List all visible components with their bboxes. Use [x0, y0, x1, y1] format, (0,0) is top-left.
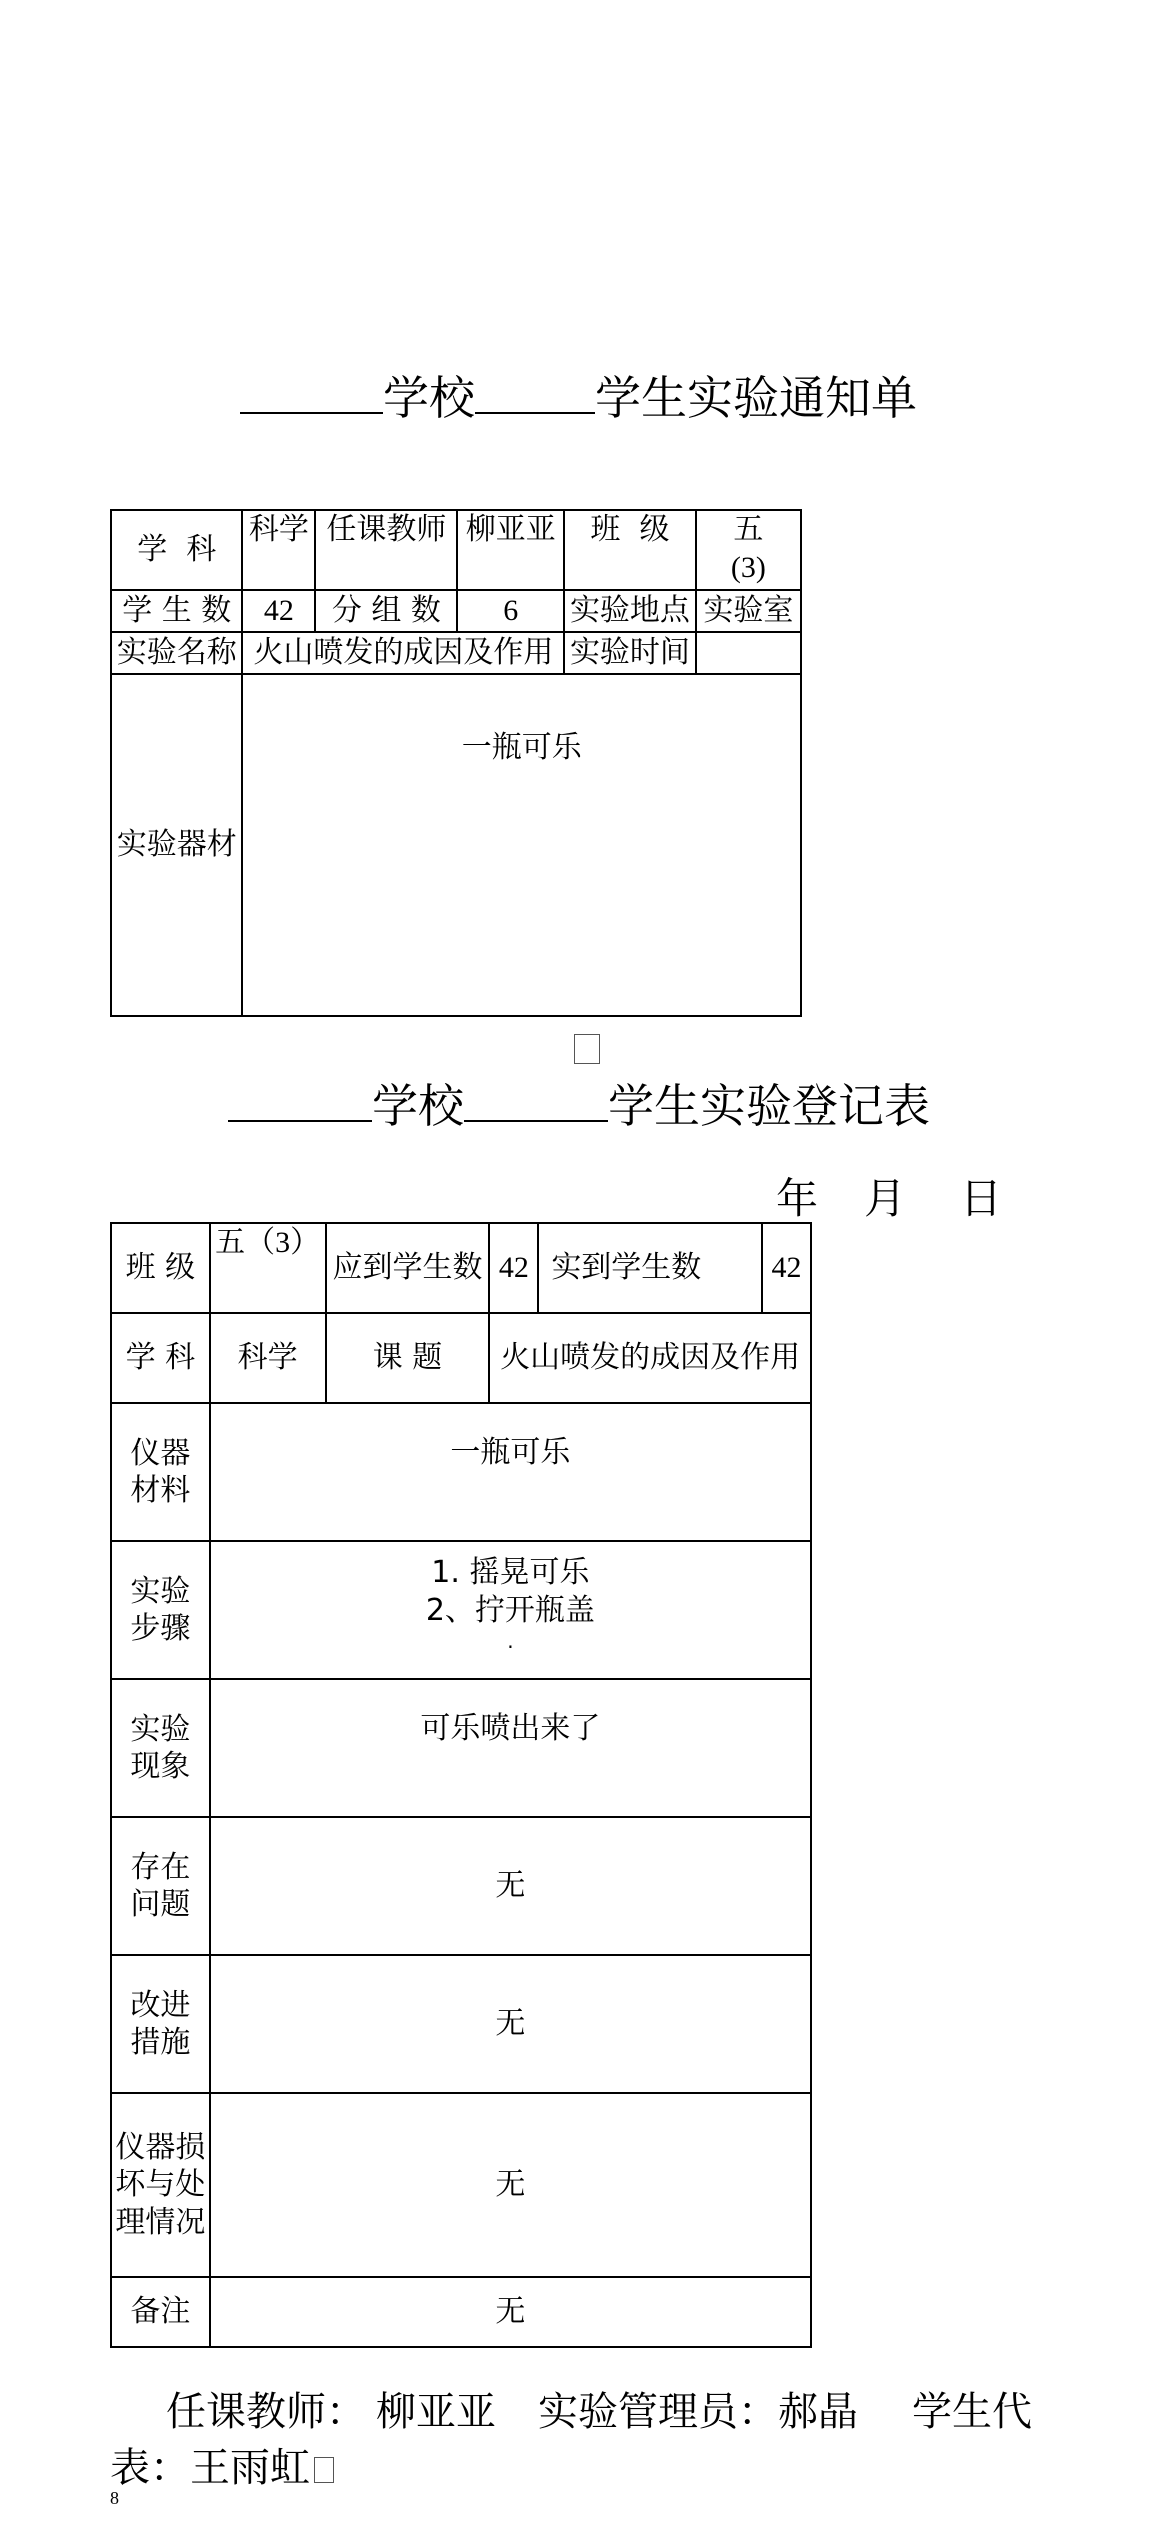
damage-label-1: 仪器损: [115, 2129, 206, 2165]
steps-label-1: 实验: [130, 1573, 191, 1609]
date-day: 日: [960, 1174, 1003, 1223]
school-blank: [240, 411, 383, 414]
materials-value: [210, 1403, 811, 1541]
reg-subject-label: 学 科: [111, 1313, 210, 1403]
problems-label-2: 问题: [130, 1887, 191, 1922]
equipment-value: [242, 674, 801, 1016]
page-number: 8: [110, 2488, 119, 2508]
class-value-line1: 五: [733, 512, 764, 547]
grade-blank-2: [464, 1119, 608, 1122]
step-2: 2、拧开瓶盖: [425, 1592, 595, 1628]
register-title-main: 学生实验登记表: [608, 1079, 930, 1133]
improve-label-2: 措施: [130, 2025, 191, 2060]
equipment-text: 一瓶可乐: [461, 730, 582, 765]
students-label: 学 生 数: [111, 590, 242, 632]
topic-value: 火山喷发的成因及作用: [489, 1313, 811, 1403]
sig-student-label-2: 表：: [110, 2445, 190, 2491]
date-year: 年: [776, 1174, 819, 1223]
step-3: .: [507, 1629, 514, 1653]
date-month: 月: [864, 1174, 907, 1223]
groups-label: 分 组 数: [315, 590, 457, 632]
sig-teacher-label: 任课教师：: [166, 2389, 366, 2435]
register-date: [776, 1166, 1002, 1226]
exp-name-label: 实验名称: [111, 632, 242, 674]
improve-label: [111, 1955, 210, 2093]
students-value: 42: [242, 590, 315, 632]
exp-name-value: 火山喷发的成因及作用: [242, 632, 564, 674]
step-1: 1. 摇晃可乐: [431, 1555, 590, 1590]
materials-label-1: 仪器: [130, 1435, 191, 1471]
location-label: 实验地点: [564, 590, 695, 632]
phenomenon-label: [111, 1679, 210, 1817]
register-title: [228, 1070, 930, 1136]
steps-label: [111, 1541, 210, 1679]
expected-value: 42: [489, 1223, 538, 1313]
improve-label-1: 改进: [130, 1987, 191, 2023]
notice-table: [110, 509, 802, 1017]
sig-teacher: 柳亚亚: [376, 2389, 496, 2435]
school-blank-2: [228, 1119, 372, 1122]
sig-admin: 郝晶: [778, 2389, 858, 2435]
topic-label: 课 题: [326, 1313, 490, 1403]
phenomenon-text: 可乐喷出来了: [420, 1711, 601, 1746]
remarks-label: 备注: [111, 2277, 210, 2347]
subject-value: 科学: [242, 510, 315, 590]
steps-label-2: 步骤: [130, 1611, 191, 1646]
materials-label: [111, 1403, 210, 1541]
signature-line-2: [110, 2436, 334, 2493]
problems-label-1: 存在: [130, 1849, 191, 1885]
damage-label-3: 理情况: [115, 2204, 206, 2240]
notice-title-main: 学生实验通知单: [595, 371, 917, 425]
notice-title: [240, 362, 917, 428]
phenomenon-label-2: 现象: [130, 1749, 191, 1784]
exp-time-value: [696, 632, 801, 674]
reg-subject-value: 科学: [210, 1313, 326, 1403]
problems-label: [111, 1817, 210, 1955]
reg-class-label: 班 级: [111, 1223, 210, 1313]
phenomenon-value: [210, 1679, 811, 1817]
problems-value: 无: [210, 1817, 811, 1955]
placeholder-box-icon: [574, 1034, 600, 1064]
steps-value: [210, 1541, 811, 1679]
notice-title-school: 学校: [383, 371, 475, 425]
phenomenon-label-1: 实验: [130, 1711, 191, 1747]
location-value: 实验室: [696, 590, 801, 632]
actual-label: 实到学生数: [538, 1223, 762, 1313]
expected-label: 应到学生数: [326, 1223, 490, 1313]
sig-student: 王雨虹: [190, 2445, 310, 2491]
teacher-label: 任课教师: [315, 510, 457, 590]
class-value-line2: (3): [730, 550, 766, 584]
exp-time-label: 实验时间: [564, 632, 695, 674]
placeholder-box-icon-2: [314, 2457, 334, 2483]
class-label: 班 级: [564, 510, 695, 590]
signature-line-1: [166, 2380, 1032, 2437]
teacher-value: 柳亚亚: [457, 510, 564, 590]
groups-value: 6: [457, 590, 564, 632]
grade-blank: [475, 411, 595, 414]
register-table: [110, 1222, 812, 2348]
damage-value: 无: [210, 2093, 811, 2277]
materials-text: 一瓶可乐: [450, 1435, 571, 1470]
damage-label: [111, 2093, 210, 2277]
sig-admin-label: 实验管理员：: [538, 2389, 778, 2435]
improve-value: 无: [210, 1955, 811, 2093]
remarks-value: 无: [210, 2277, 811, 2347]
class-value: [696, 510, 801, 590]
register-title-school: 学校: [372, 1079, 464, 1133]
actual-value: 42: [762, 1223, 811, 1313]
sig-student-label-1: 学生代: [912, 2389, 1032, 2435]
reg-class-value: 五（3）: [210, 1223, 326, 1313]
equipment-label: 实验器材: [111, 674, 242, 1016]
materials-label-2: 材料: [130, 1473, 191, 1508]
subject-label: 学 科: [111, 510, 242, 590]
damage-label-2: 坏与处: [115, 2167, 206, 2203]
